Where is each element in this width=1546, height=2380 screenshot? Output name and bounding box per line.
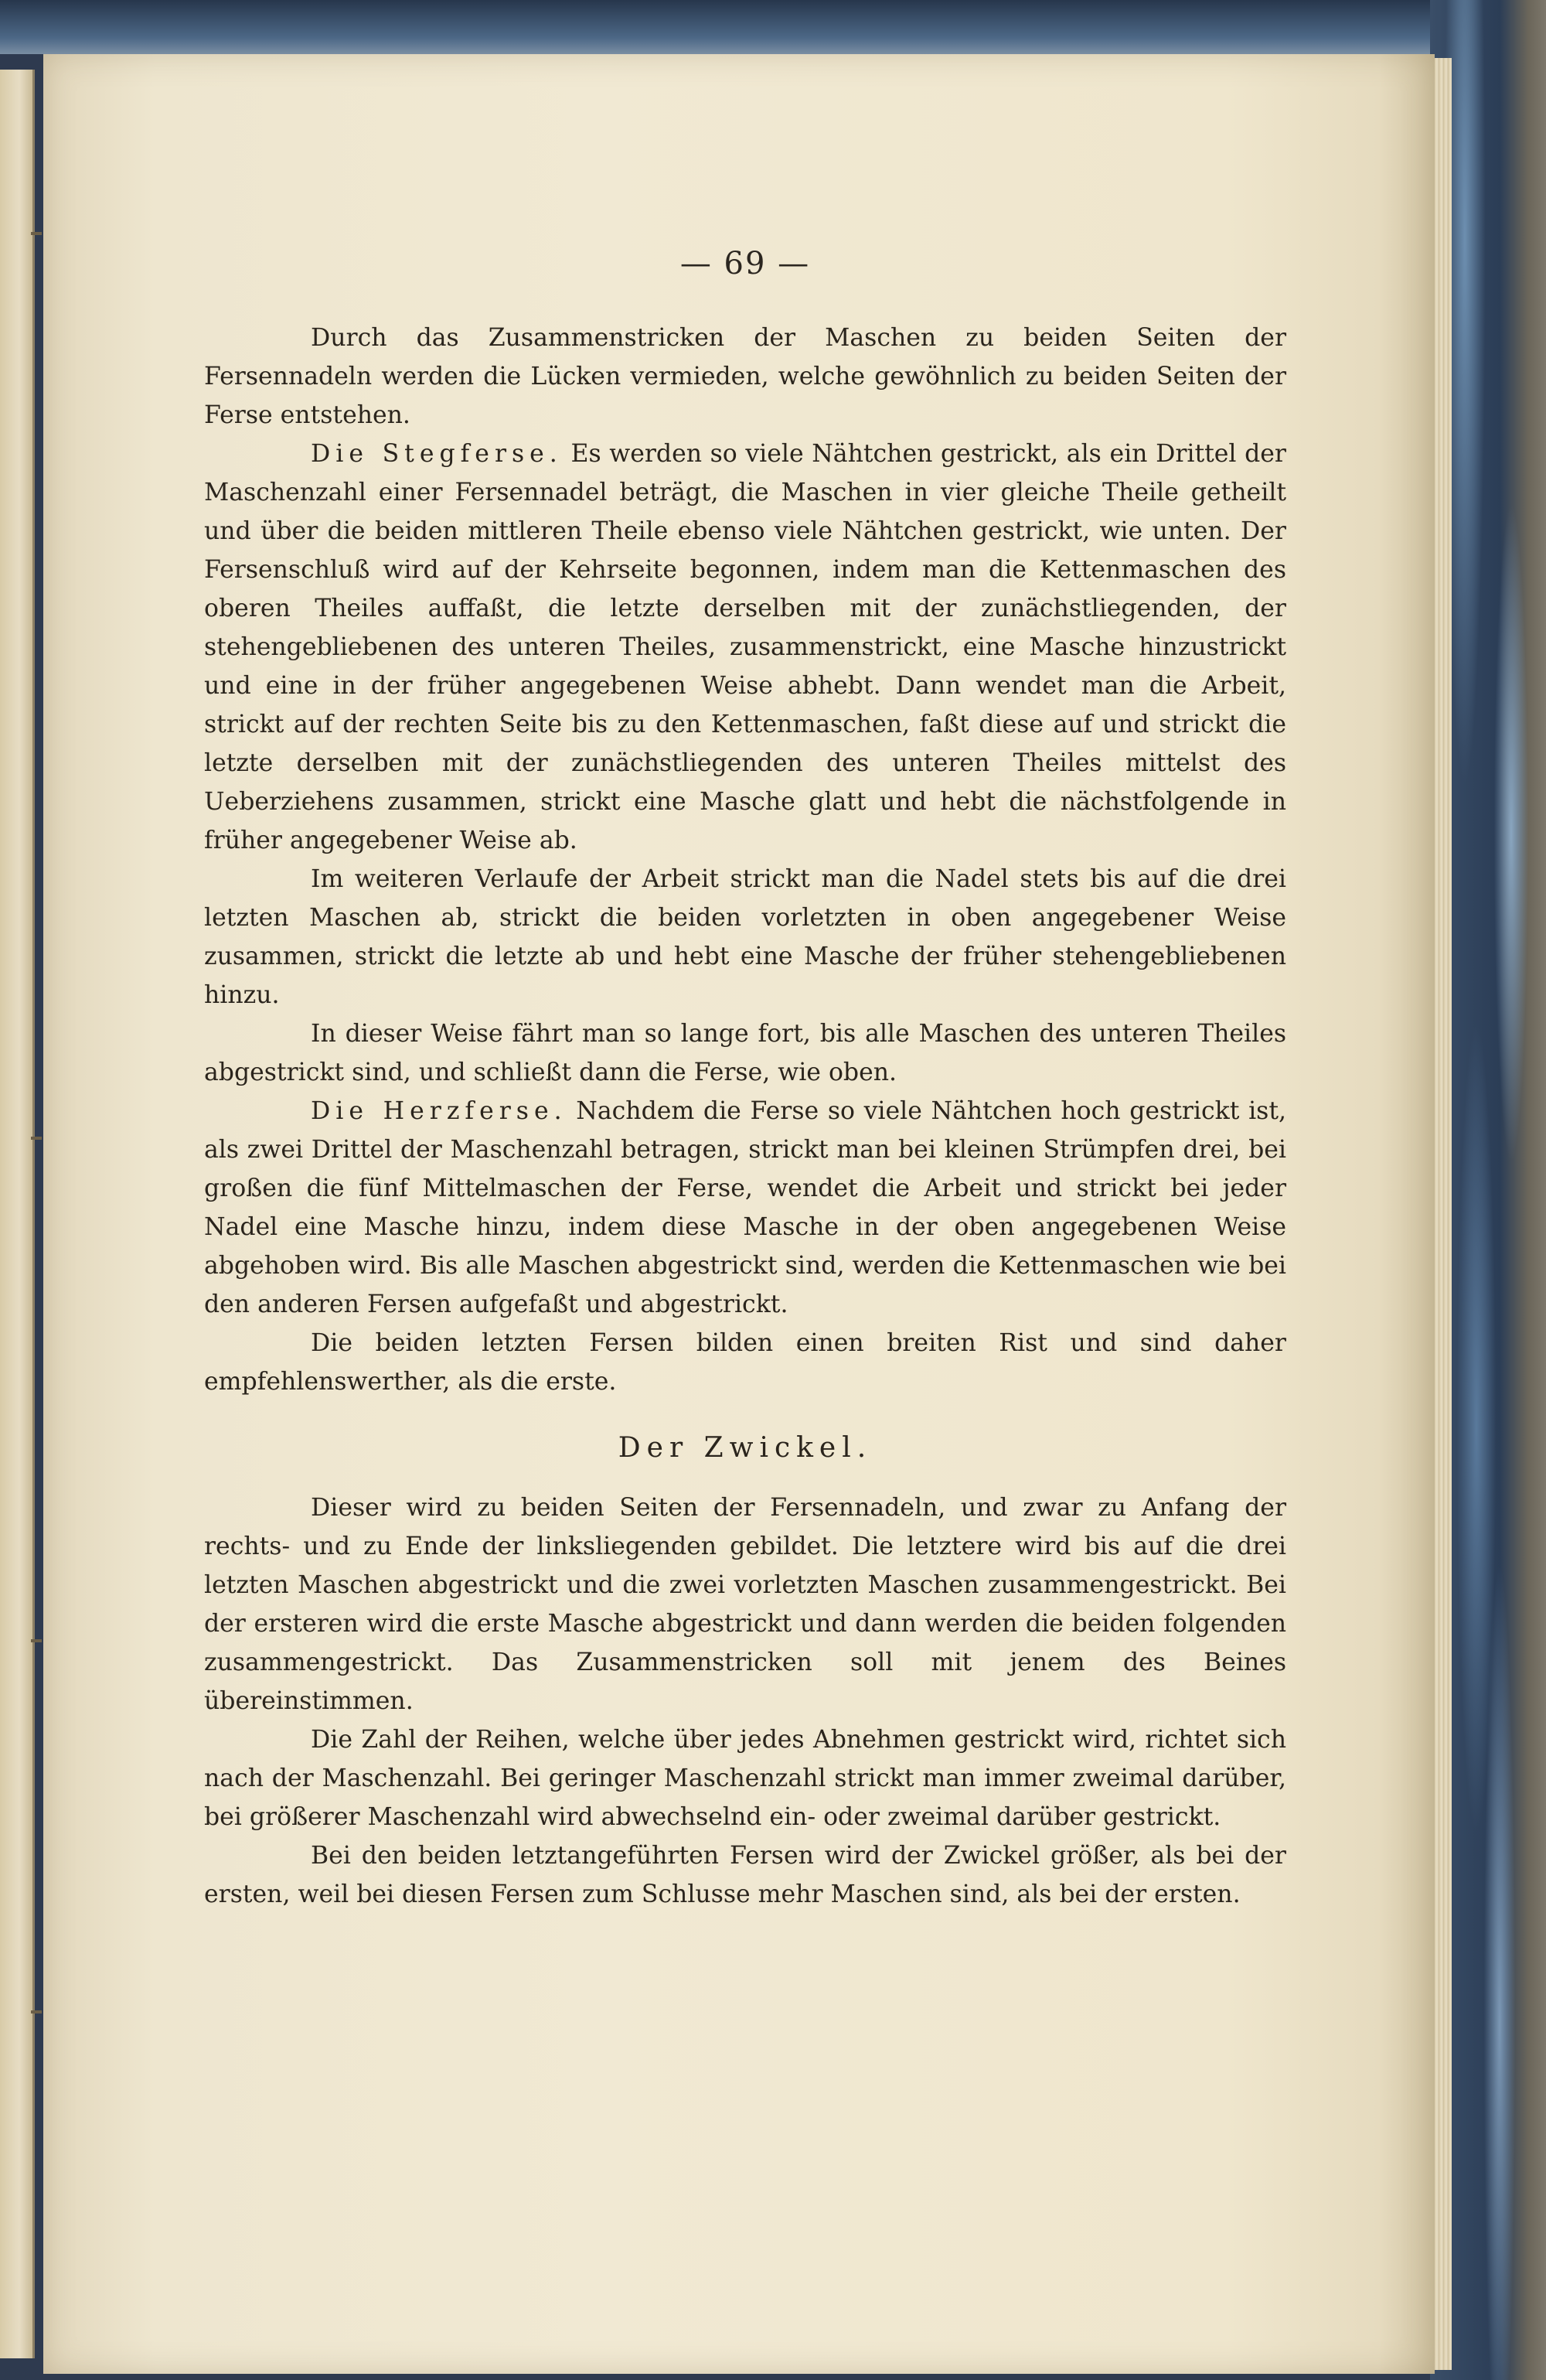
page-content	[204, 246, 1286, 1914]
paragraph: In dieser Weise fährt man so lange fort, bis alle Maschen des unteren Theiles abgestrickt sind, und schließt dann die Ferse, wie oben.	[204, 1020, 1286, 1086]
book-cover-top-edge	[0, 0, 1546, 54]
page-number: — 69 —	[679, 246, 811, 281]
paragraph: Die beiden letzten Fersen bilden einen breiten Rist und sind daher empfehlenswerther, als die erste.	[204, 1329, 1286, 1396]
paragraph: Die Zahl der Reihen, welche über jedes Abnehmen gestrickt wird, richtet sich nach der Maschenzahl. Bei geringer Maschenzahl strickt man immer zweimal darüber, bei größerer Maschenzahl wird abwechselnd ein- oder zweimal darüber gestrickt.	[204, 1726, 1286, 1831]
paragraph: Durch das Zusammenstricken der Maschen zu beiden Seiten der Fersennadeln werden die Lücken vermieden, welche gewöhnlich zu beiden Seiten der Ferse entstehen.	[204, 324, 1286, 429]
left-page-mark	[31, 1137, 42, 1140]
paragraph: Die Herzferse. Nachdem die Ferse so viele Nähtchen hoch gestrickt ist, als zwei Drittel der Maschenzahl betragen, strickt man bei kleinen Strümpfen drei, bei großen die fünf Mittelmaschen der Ferse, wendet die Arbeit und strickt bei jeder Nadel eine Masche hinzu, indem diese Masche in der oben angegebenen Weise abgehoben wird. Bis alle Maschen abgestrickt sind, werden die Kettenmaschen wie bei den anderen Fersen aufgefaßt und abgestrickt.	[204, 1097, 1286, 1318]
left-page-edge	[0, 70, 35, 2358]
page-stack-edge	[1435, 58, 1452, 2370]
section-lead: Die Stegferse.	[311, 440, 563, 468]
paragraph: Bei den beiden letztangeführten Fersen wird der Zwickel größer, als bei der ersten, weil bei diesen Fersen zum Schlusse mehr Maschen sind, als bei der ersten.	[204, 1842, 1286, 1908]
left-page-mark	[31, 232, 42, 235]
paragraph: Dieser wird zu beiden Seiten der Fersennadeln, und zwar zu Anfang der rechts- und zu Ende der linksliegenden gebildet. Die letztere wird bis auf die drei letzten Maschen abgestrickt und die zwei vorletzten Maschen zusammengestrickt. Bei der ersteren wird die erste Masche abgestrickt und dann werden die beiden folgenden zusammengestrickt. Das Zusammenstricken soll mit jenem des Beines übereinstimmen.	[204, 1494, 1286, 1715]
section-heading: Der Zwickel.	[618, 1432, 873, 1464]
left-page-mark	[31, 2010, 42, 2013]
left-page-mark	[31, 1639, 42, 1642]
paragraph: Im weiteren Verlaufe der Arbeit strickt man die Nadel stets bis auf die drei letzten Maschen ab, strickt die beiden vorletzten in oben angegebener Weise zusammen, strickt die letzte ab und hebt eine Masche der früher stehengebliebenen hinzu.	[204, 865, 1286, 1009]
paragraph: Die Stegferse. Es werden so viele Nähtchen gestrickt, als ein Drittel der Maschenzahl einer Fersennadel beträgt, die Maschen in vier gleiche Theile getheilt und über die beiden mittleren Theile ebenso viele Nähtchen gestrickt, wie unten. Der Fersenschluß wird auf der Kehrseite begonnen, indem man die Kettenmaschen des oberen Theiles auffaßt, die letzte derselben mit der zunächstliegenden, der stehengebliebenen des unteren Theiles, zusammenstrickt, eine Masche hinzustrickt und eine in der früher angegebenen Weise abhebt. Dann wendet man die Arbeit, strickt auf der rechten Seite bis zu den Kettenmaschen, faßt diese auf und strickt die letzte derselben mit der zunächstliegenden des unteren Theiles mittelst des Ueberziehens zusammen, strickt eine Masche glatt und hebt die nächstfolgende in früher angegebener Weise ab.	[204, 440, 1286, 854]
section-lead: Die Herzferse.	[311, 1097, 567, 1125]
